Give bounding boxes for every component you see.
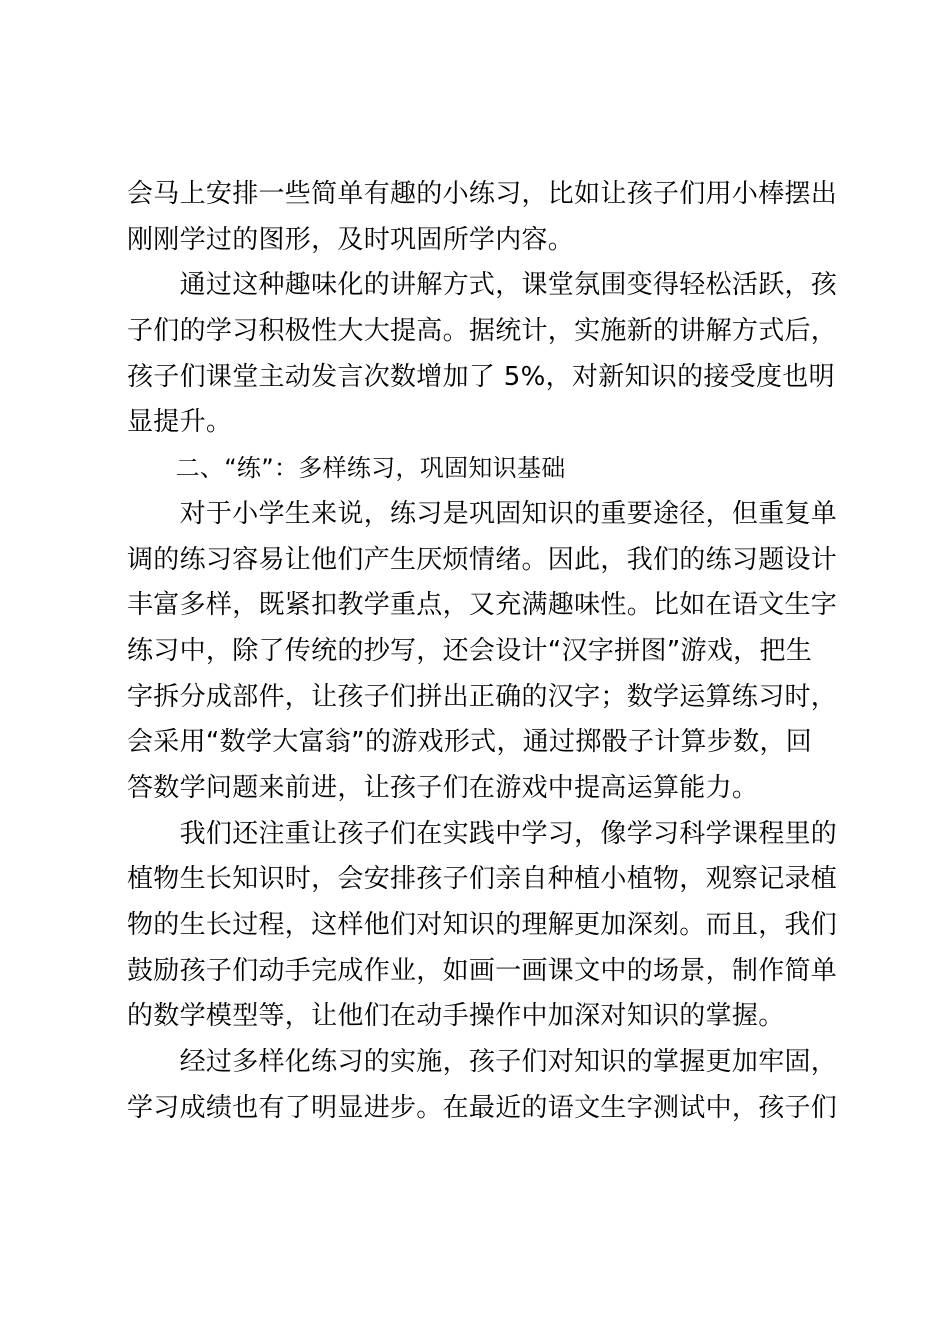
- text-line: 对于小学生来说，练习是巩固知识的重要途径，但重复单: [127, 498, 838, 529]
- text-line: 会马上安排一些简单有趣的小练习，比如让孩子们用小棒摆出: [127, 179, 838, 209]
- text-line: 字拆分成部件，让孩子们拼出正确的汉字；数学运算练习时，: [127, 681, 838, 712]
- document-body: [127, 172, 838, 1131]
- text-line: 子们的学习积极性大大提高。据统计，实施新的讲解方式后，: [127, 316, 838, 347]
- text-line: 调的练习容易让他们产生厌烦情绪。因此，我们的练习题设计: [127, 544, 838, 575]
- section-heading: 二、“练”：多样练习，巩固知识基础: [127, 454, 566, 483]
- text-line: 会采用“数学大富翁”的游戏形式，通过掷骰子计算步数，回: [127, 727, 813, 758]
- text-line: 丰富多样，既紧扣教学重点，又充满趣味性。比如在语文生字: [127, 590, 838, 621]
- text-line: 物的生长过程，这样他们对知识的理解更加深刻。而且，我们: [127, 910, 838, 940]
- text-line: 我们还注重让孩子们在实践中学习，像学习科学课程里的: [127, 818, 838, 849]
- text-line: 的数学模型等，让他们在动手操作中加深对知识的掌握。: [127, 1001, 785, 1032]
- text-line: 鼓励孩子们动手完成作业，如画一画课文中的场景，制作简单: [127, 955, 838, 986]
- text-line: 学习成绩也有了明显进步。在最近的语文生字测试中，孩子们: [127, 1092, 838, 1123]
- text-line: 经过多样化练习的实施，孩子们对知识的掌握更加牢固，: [127, 1047, 838, 1078]
- text-line: 刚刚学过的图形，及时巩固所学内容。: [127, 224, 575, 255]
- text-line: 显提升。: [127, 407, 233, 438]
- text-line: 通过这种趣味化的讲解方式，课堂氛围变得轻松活跃，孩: [127, 270, 838, 301]
- text-line: 植物生长知识时，会安排孩子们亲自种植小植物，观察记录植: [127, 864, 838, 895]
- text-line: 练习中，除了传统的抄写，还会设计“汉字拼图”游戏，把生: [127, 635, 813, 666]
- text-line: 孩子们课堂主动发言次数增加了 5%，对新知识的接受度也明: [127, 361, 835, 392]
- text-line: 答数学问题来前进，让孩子们在游戏中提高运算能力。: [127, 772, 759, 803]
